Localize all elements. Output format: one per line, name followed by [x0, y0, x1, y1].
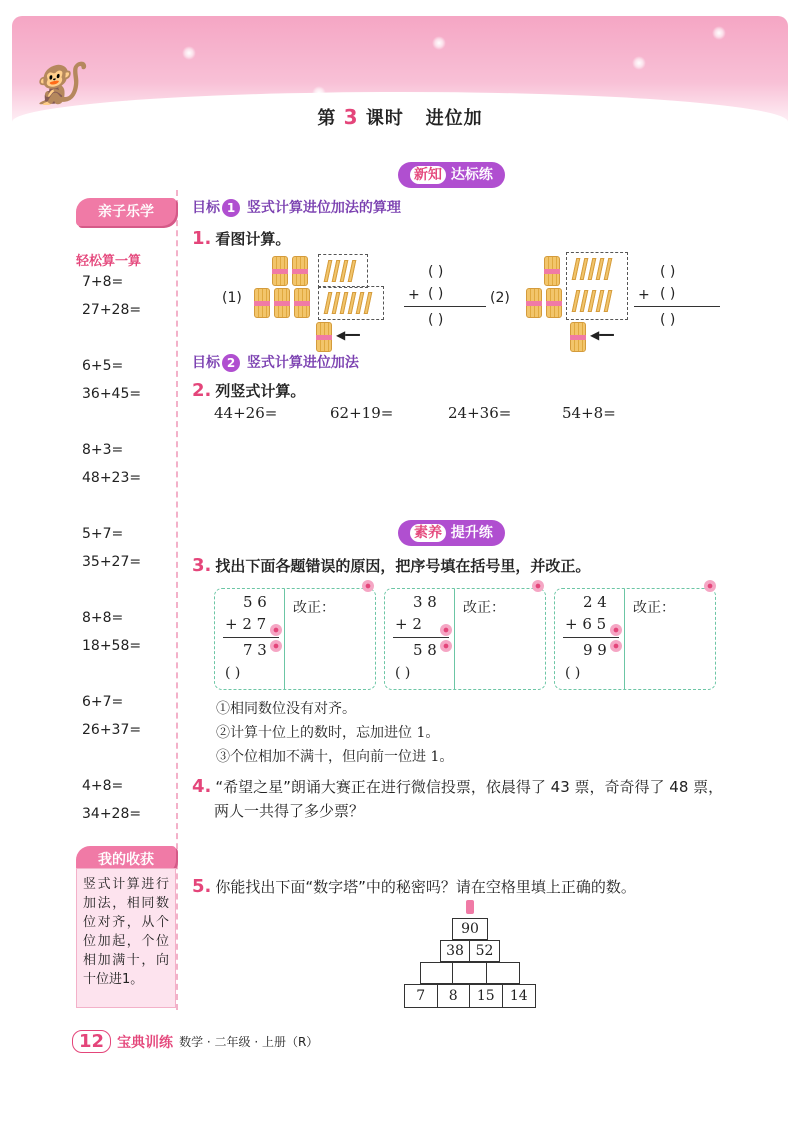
drill-item: 34+28=: [82, 806, 142, 822]
fix-label: 改正：: [633, 600, 675, 616]
sparkle-icon: [632, 56, 646, 70]
brand-logo: 宝典训练: [117, 1034, 174, 1051]
question-4-line2: 两人一共得了多少票？: [214, 802, 365, 820]
tower-row-3: [420, 962, 520, 984]
q1-blank: ( ): [660, 312, 676, 328]
tower-cell: 8: [438, 985, 471, 1007]
q1-blank: ( ): [428, 286, 444, 302]
q2-item: 24+36=: [448, 404, 512, 422]
summary-ribbon: 我的收获: [76, 846, 176, 874]
stick-bundle-icon: [570, 322, 586, 352]
drill-item: 7+8=: [82, 274, 124, 290]
q2-item: 62+19=: [330, 404, 394, 422]
question-2: 2. 列竖式计算。: [192, 380, 306, 401]
drill-item: 48+23=: [82, 470, 142, 486]
sparkle-icon: [712, 26, 726, 40]
q1-blank: ( ): [428, 312, 444, 328]
stick-bundle-icon: [544, 256, 560, 286]
section-badge-new: 新知 达标练: [398, 162, 505, 188]
q1-plus: +: [408, 287, 420, 303]
stick-bundle-icon: [254, 288, 270, 318]
sidebar-ribbon: 亲子乐学: [76, 198, 176, 226]
tower-row-2: [440, 940, 500, 962]
flower-icon: [270, 624, 282, 636]
tower-cell-empty[interactable]: [421, 963, 453, 983]
q1-blank: ( ): [428, 264, 444, 280]
flower-icon: [270, 640, 282, 652]
question-3: 3. 找出下面各题错误的原因，把序号填在括号里，并改正。: [192, 555, 591, 576]
question-1: 1. 看图计算。: [192, 228, 291, 249]
vertical-calc: 2 4 + 6 5 9 9 ( ): [555, 589, 625, 689]
q1-plus: +: [638, 287, 650, 303]
q2-item: 44+26=: [214, 404, 278, 422]
q1-part2-label: (2): [490, 290, 510, 306]
stick-bundle-icon: [526, 288, 542, 318]
drill-item: 35+27=: [82, 554, 142, 570]
stick-bundle-icon: [546, 288, 562, 318]
tower-cell: 7: [405, 985, 438, 1007]
arrow-left-icon: ◀━━: [590, 328, 614, 342]
section-badge-skill: 素养 提升练: [398, 520, 505, 546]
sum-line: [634, 306, 720, 307]
drill-item: 8+8=: [82, 610, 124, 626]
q1-part1-label: (1): [222, 290, 242, 306]
drill-item: 6+5=: [82, 358, 124, 374]
footer: [72, 1030, 318, 1053]
flower-icon: [440, 640, 452, 652]
vertical-calc: 5 6 + 2 7 7 3 ( ): [215, 589, 285, 689]
tower-cell: 90: [453, 919, 487, 939]
drill-item: 27+28=: [82, 302, 142, 318]
monkey-decoration-icon: 🐒: [32, 61, 82, 107]
tower-cell: 15: [470, 985, 503, 1007]
q1-blank: ( ): [660, 264, 676, 280]
goal-2: 目标 2 竖式计算进位加法: [192, 355, 359, 371]
stick-bundle-icon: [274, 288, 290, 318]
drill-item: 6+7=: [82, 694, 124, 710]
book-info: 数学 · 二年级 · 上册（R）: [179, 1035, 319, 1049]
sparkle-icon: [182, 46, 196, 60]
drill-item: 18+58=: [82, 638, 142, 654]
fix-label: 改正：: [463, 600, 505, 616]
fix-label: 改正：: [293, 600, 335, 616]
stick-bundle-icon: [294, 288, 310, 318]
flower-icon: [362, 580, 374, 592]
reason-2: ②计算十位上的数时，忘加进位 1。: [216, 725, 440, 741]
drill-item: 36+45=: [82, 386, 142, 402]
vertical-calc: 3 8 + 2 5 8 ( ): [385, 589, 455, 689]
flower-icon: [704, 580, 716, 592]
reason-1: ①相同数位没有对齐。: [216, 701, 356, 717]
flower-icon: [532, 580, 544, 592]
stick-bundle-icon: [292, 256, 308, 286]
flower-icon: [440, 624, 452, 636]
goal-1: 目标 1 竖式计算进位加法的算理: [192, 200, 401, 216]
tower-cell-empty[interactable]: [487, 963, 519, 983]
sidebar-subtitle: 轻松算一算: [76, 254, 142, 269]
question-4: 4. “希望之星”朗诵大赛正在进行微信投票，依晨得了 43 票，奇奇得了 48 票，: [192, 776, 724, 797]
stick-bundle-icon: [272, 256, 288, 286]
q2-item: 54+8=: [562, 404, 616, 422]
drill-item: 4+8=: [82, 778, 124, 794]
lesson-title: 第 3 课时 进位加: [317, 105, 483, 129]
drill-item: 8+3=: [82, 442, 124, 458]
question-5: 5. 你能找出下面“数字塔”中的秘密吗？请在空格里填上正确的数。: [192, 876, 636, 897]
flower-icon: [610, 640, 622, 652]
tower-cell: 52: [470, 941, 499, 961]
page-number: 12: [72, 1030, 111, 1053]
tower-cell-empty[interactable]: [453, 963, 486, 983]
q1-blank: ( ): [660, 286, 676, 302]
tower-row-base: [404, 984, 536, 1008]
stick-bundle-icon: [316, 322, 332, 352]
candle-icon: [466, 900, 474, 914]
tower-cell: 38: [441, 941, 470, 961]
arrow-left-icon: ◀━━: [336, 328, 360, 342]
reason-3: ③个位相加不满十，但向前一位进 1。: [216, 749, 454, 765]
summary-box: 竖式计算进行加法，相同数位对齐，从个位加起，个位相加满十，向十位进1。: [76, 868, 176, 1008]
q3-box: [554, 588, 716, 690]
q3-box: [384, 588, 546, 690]
flower-icon: [610, 624, 622, 636]
sparkle-icon: [432, 36, 446, 50]
tower-cell: 14: [503, 985, 535, 1007]
sum-line: [404, 306, 486, 307]
drill-item: 5+7=: [82, 526, 124, 542]
tower-row-top: [452, 918, 488, 940]
drill-item: 26+37=: [82, 722, 142, 738]
q3-box: [214, 588, 376, 690]
